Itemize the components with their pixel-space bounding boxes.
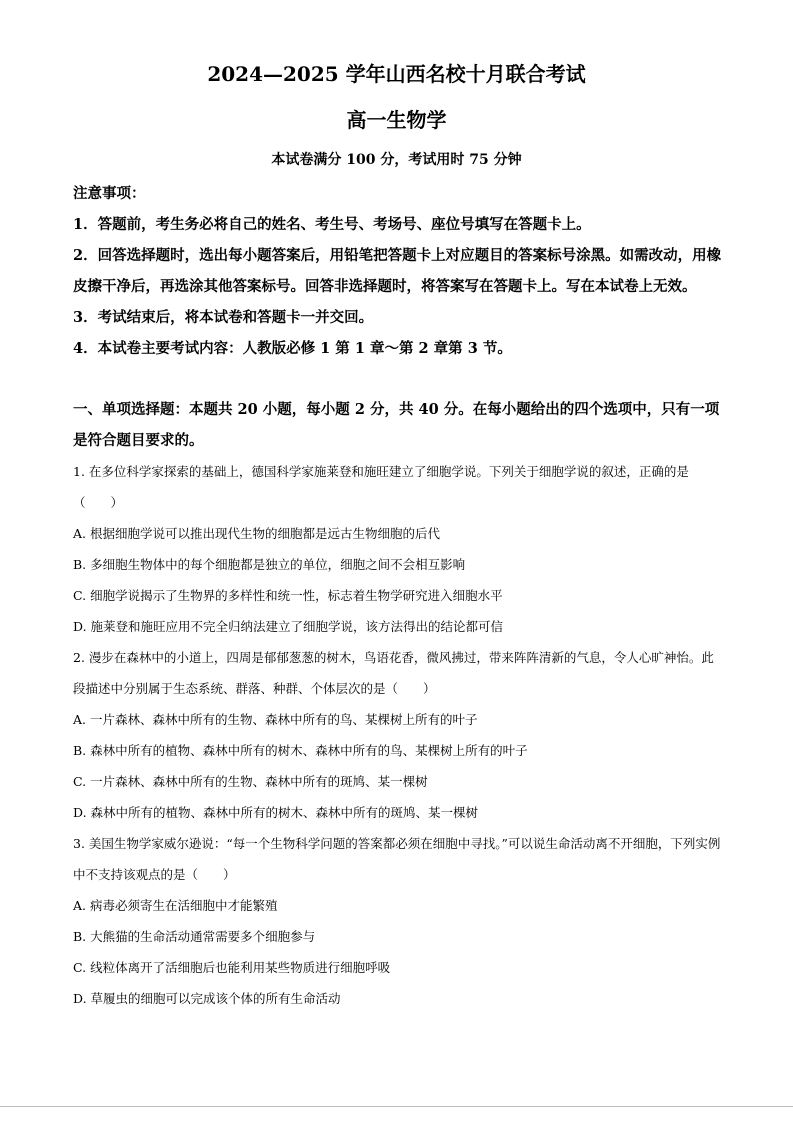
option-b: B. 大熊猫的生命活动通常需要多个细胞参与 (73, 929, 316, 944)
option-a: A. 根据细胞学说可以推出现代生物的细胞都是远古生物细胞的后代 (73, 526, 440, 541)
question-stem: 3. 美国生物学家威尔逊说：“每一个生物科学问题的答案都必须在细胞中寻找。”可以说生命活动离不开细胞，下列实例中不支持该观点的是（ ） (73, 836, 721, 882)
option-a: A. 病毒必须寄生在活细胞中才能繁殖 (73, 898, 278, 913)
exam-subject: 高一生物学 (346, 108, 447, 132)
page-bottom-divider (0, 1106, 793, 1107)
question-2 (73, 642, 723, 828)
question-list (73, 456, 723, 1014)
option-c: C. 细胞学说揭示了生物界的多样性和统一性，标志着生物学研究进入细胞水平 (73, 588, 503, 603)
note-item: 4．本试卷主要考试内容：人教版必修 1 第 1 章～第 2 章第 3 节。 (73, 340, 512, 357)
option-d: D. 施莱登和施旺应用不完全归纳法建立了细胞学说，该方法得出的结论都可信 (73, 619, 504, 634)
option-c: C. 一片森林、森林中所有的生物、森林中所有的斑鸠、某一棵树 (73, 774, 428, 789)
notes-block (73, 178, 723, 364)
question-3 (73, 828, 723, 1014)
note-item: 1．答题前，考生务必将自己的姓名、考生号、考场号、座位号填写在答题卡上。 (73, 216, 591, 233)
question-stem: 1. 在多位科学家探索的基础上，德国科学家施莱登和施旺建立了细胞学说。下列关于细胞学说的叙述，正确的是（ ） (73, 464, 689, 510)
section-heading: 一、单项选择题：本题共 20 小题，每小题 2 分，共 40 分。在每小题给出的四个选项中，只有一项是符合题目要求的。 (73, 401, 720, 449)
option-d: D. 森林中所有的植物、森林中所有的树木、森林中所有的斑鸠、某一棵树 (73, 805, 479, 820)
question-1 (73, 456, 723, 642)
option-d: D. 草履虫的细胞可以完成该个体的所有生命活动 (73, 991, 341, 1006)
option-b: B. 多细胞生物体中的每个细胞都是独立的单位，细胞之间不会相互影响 (73, 557, 466, 572)
exam-title: 2024—2025 学年山西名校十月联合考试 (207, 62, 586, 86)
note-item: 2．回答选择题时，选出每小题答案后，用铅笔把答题卡上对应题目的答案标号涂黑。如需改动，用橡皮擦干净后，再选涂其他答案标号。回答非选择题时，将答案写在答题卡上。写在本试卷上无效。 (73, 247, 722, 295)
option-c: C. 线粒体离开了活细胞后也能利用某些物质进行细胞呼吸 (73, 960, 391, 975)
exam-meta: 本试卷满分 100 分，考试用时 75 分钟 (271, 152, 522, 168)
question-stem: 2. 漫步在森林中的小道上，四周是郁郁葱葱的树木，鸟语花香，微风拂过，带来阵阵清新的气息，令人心旷神怡。此段描述中分别属于生态系统、群落、种群、个体层次的是（ ） (73, 650, 714, 696)
note-item: 3．考试结束后，将本试卷和答题卡一并交回。 (73, 309, 374, 326)
option-b: B. 森林中所有的植物、森林中所有的树木、森林中所有的鸟、某棵树上所有的叶子 (73, 743, 528, 758)
option-a: A. 一片森林、森林中所有的生物、森林中所有的鸟、某棵树上所有的叶子 (73, 712, 478, 727)
notes-heading: 注意事项： (73, 185, 146, 202)
